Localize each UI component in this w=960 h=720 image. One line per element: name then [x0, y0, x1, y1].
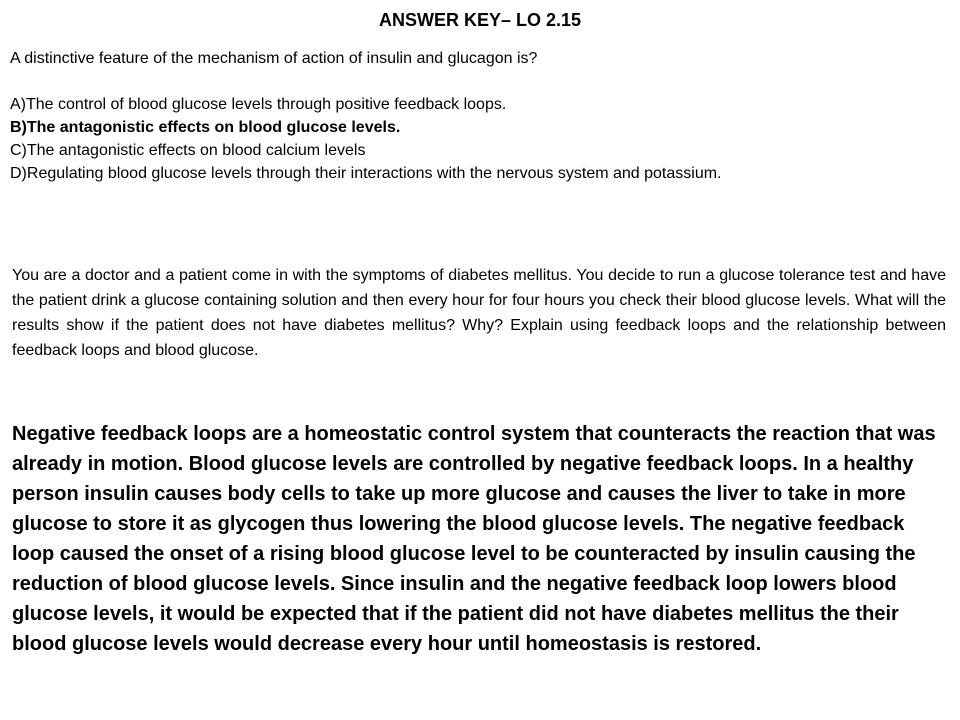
scenario-answer: Negative feedback loops are a homeostatic control system that counteracts the reaction that was already in motion. Blood glucose levels are controlled by negative feedback loops. In a healthy person insulin causes body cells to take up more glucose and causes the liver to take in more glucose to store it as glycogen thus lowering the blood glucose levels. The negative feedback loop caused the onset of a rising blood glucose level to be counteracted by insulin causing the reduction of blood glucose levels. Since insulin and the negative feedback loop lowers blood glucose levels, it would be expected that if the patient did not have diabetes mellitus the their blood glucose levels would decrease every hour until homeostasis is restored.	[12, 423, 936, 655]
option-c: C)The antagonistic effects on blood calcium levels	[10, 142, 366, 159]
multiple-choice-question	[10, 47, 940, 185]
scenario-question: You are a doctor and a patient come in with the symptoms of diabetes mellitus. You decide to run a glucose tolerance test and have the patient drink a glucose containing solution and then every hour for four hours you check their blood glucose levels. What will the results show if the patient does not have diabetes mellitus? Why? Explain using feedback loops and the relationship between feedback loops and blood glucose.	[12, 267, 946, 359]
slide-title: ANSWER KEY– LO 2.15	[378, 10, 582, 30]
option-a: A)The control of blood glucose levels through positive feedback loops.	[10, 96, 507, 113]
question-spacer	[10, 70, 940, 93]
question-prompt: A distinctive feature of the mechanism of action of insulin and glucagon is?	[10, 50, 538, 67]
option-b-correct-answer: B)The antagonistic effects on blood glucose levels.	[10, 119, 401, 136]
option-d: D)Regulating blood glucose levels through their interactions with the nervous system and potassium.	[10, 165, 722, 182]
